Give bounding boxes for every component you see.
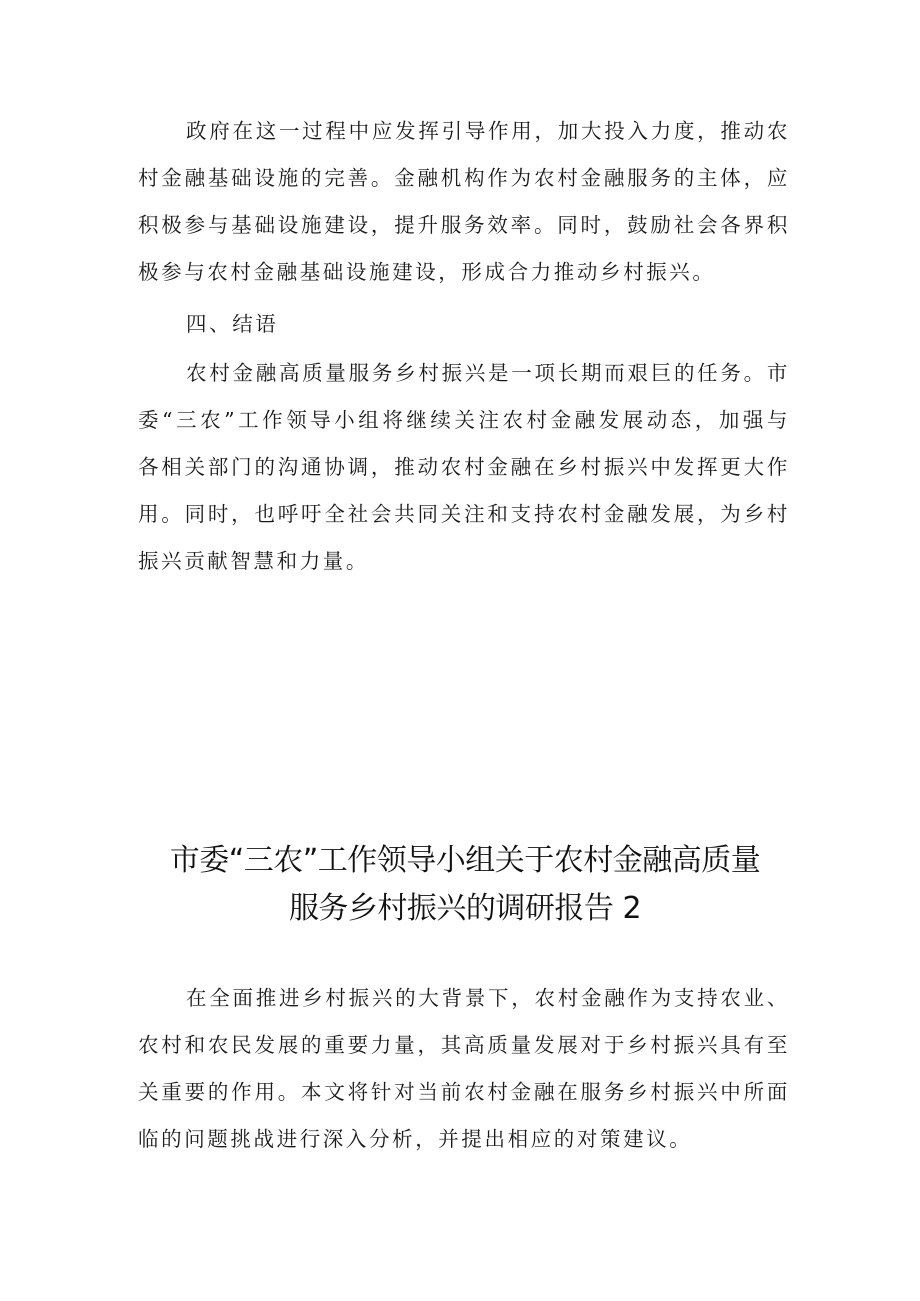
paragraph-line: 农村金融高质量服务乡村振兴是一项长期而艰巨的任务。市 [186,361,790,385]
paragraph-line: 临的问题挑战进行深入分析，并提出相应的对策建议。 [138,1127,693,1151]
paragraph-line: 委“三农”工作领导小组将继续关注农村金融发展动态，加强与 [138,408,790,432]
paragraph-line: 在全面推进乡村振兴的大背景下，农村金融作为支持农业、 [186,986,790,1010]
paragraph-line: 极参与农村金融基础设施建设，形成合力推动乡村振兴。 [138,260,716,284]
paragraph-line: 村金融基础设施的完善。金融机构作为农村金融服务的主体，应 [138,166,790,190]
paragraph-conclusion [138,350,790,585]
report-title [120,837,810,933]
report-title-line: 服务乡村振兴的调研报告 2 [288,891,642,926]
paragraph-introduction [138,975,790,1163]
report-title-line: 市委“三农”工作领导小组关于农村金融高质量 [169,843,761,878]
section-heading-conclusion [138,301,790,348]
paragraph-line: 各相关部门的沟通协调，推动农村金融在乡村振兴中发挥更大作 [138,455,790,479]
paragraph-line: 关重要的作用。本文将针对当前农村金融在服务乡村振兴中所面 [138,1080,790,1104]
paragraph-line: 农村和农民发展的重要力量，其高质量发展对于乡村振兴具有至 [138,1033,790,1057]
section-heading-text: 四、结语 [186,312,279,336]
paragraph-line: 政府在这一过程中应发挥引导作用，加大投入力度，推动农 [186,119,790,143]
paragraph-line: 用。同时，也呼吁全社会共同关注和支持农村金融发展，为乡村 [138,502,790,526]
paragraph-line: 积极参与基础设施建设，提升服务效率。同时，鼓励社会各界积 [138,213,790,237]
paragraph-government-role [138,108,790,296]
paragraph-line: 振兴贡献智慧和力量。 [138,549,369,573]
